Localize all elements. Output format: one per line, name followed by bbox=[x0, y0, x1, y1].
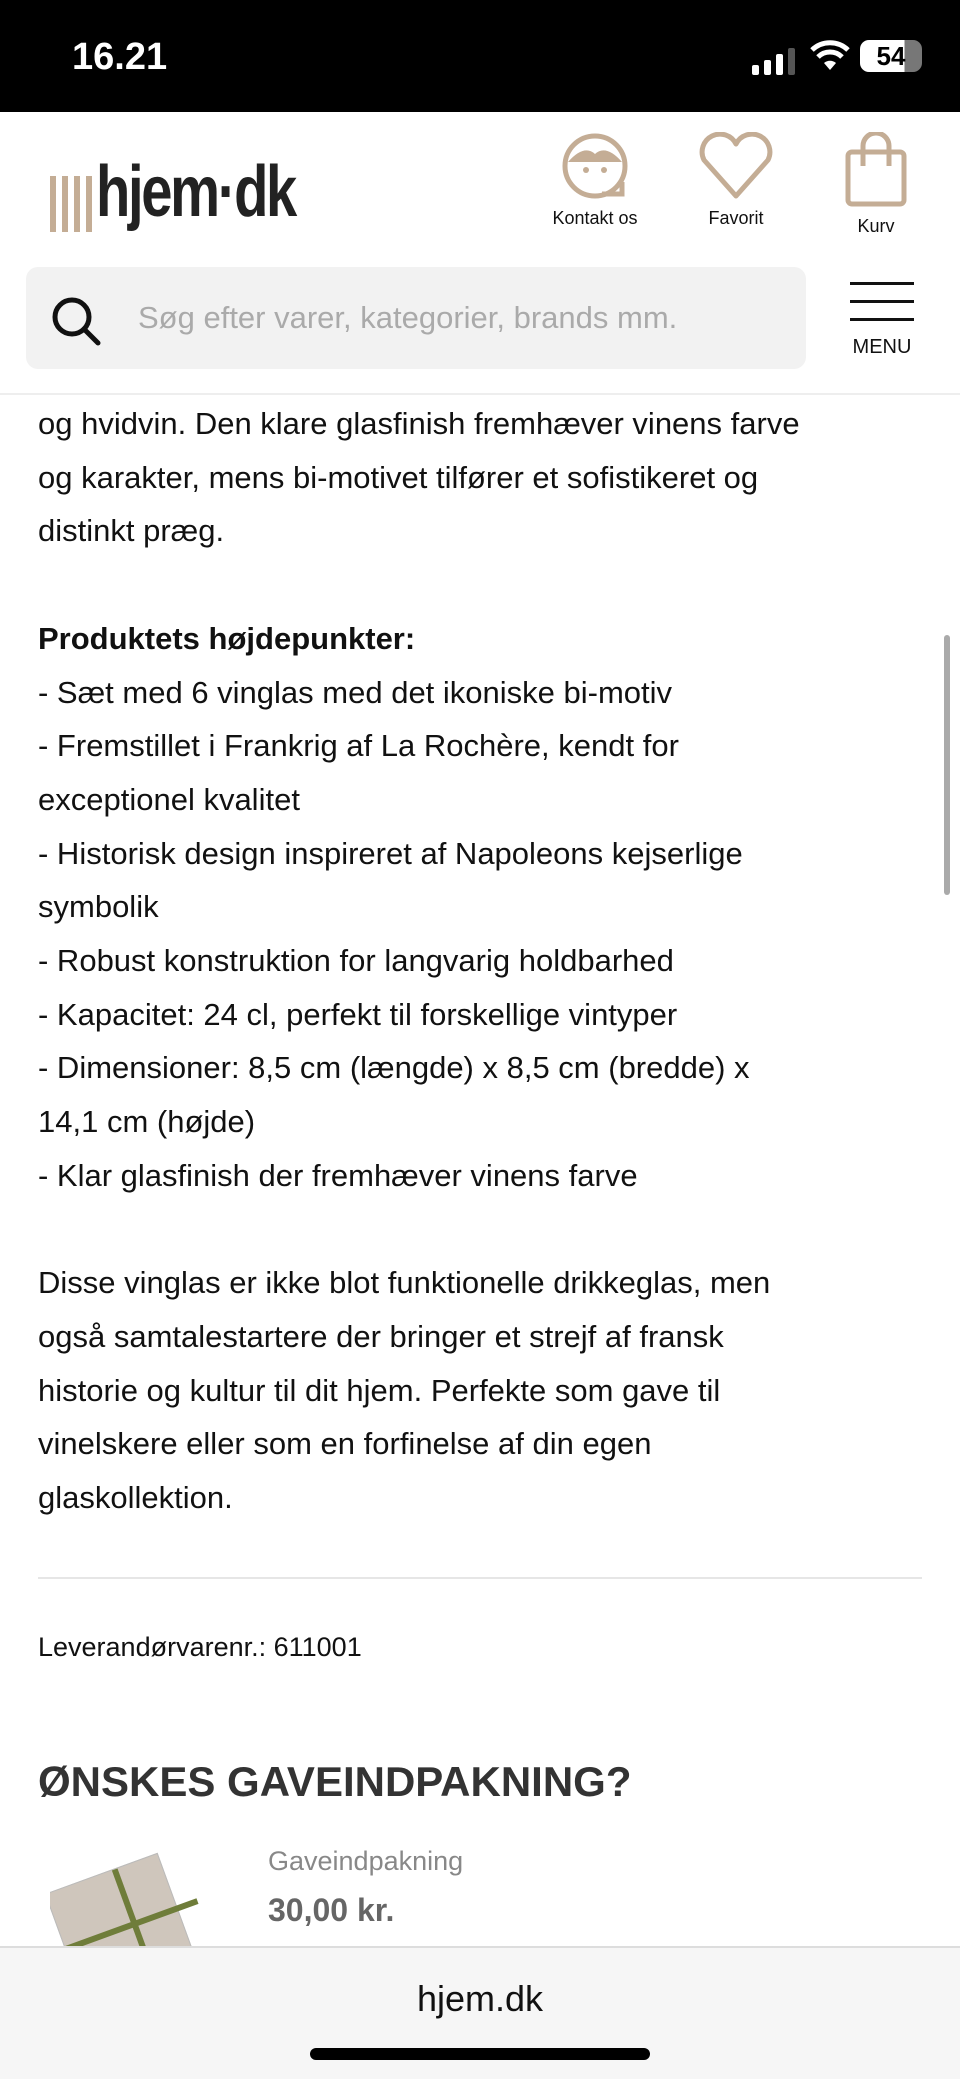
cart-button[interactable] bbox=[816, 132, 936, 237]
wifi-icon bbox=[810, 40, 850, 72]
status-time: 16.21 bbox=[72, 36, 168, 78]
signal-icon bbox=[752, 48, 795, 75]
text-line: og hvidvin. Den klare glasfinish fremhæver vinens farve bbox=[38, 406, 800, 441]
status-bar bbox=[0, 0, 960, 112]
highlight-item: 14,1 cm (højde) bbox=[38, 1104, 256, 1140]
site-header bbox=[0, 112, 960, 395]
browser-address-bar[interactable] bbox=[0, 1946, 960, 2079]
text-line: glaskollektion. bbox=[38, 1480, 233, 1516]
highlight-item: symbolik bbox=[38, 889, 159, 925]
highlight-item: - Dimensioner: 8,5 cm (længde) x 8,5 cm (bredde) x bbox=[38, 1050, 750, 1086]
highlights-heading: Produktets højdepunkter: bbox=[38, 620, 416, 656]
heart-icon bbox=[696, 132, 776, 200]
gift-wrap-name[interactable]: Gaveindpakning bbox=[268, 1846, 464, 1876]
support-agent-icon bbox=[554, 132, 636, 200]
gift-wrap-image[interactable] bbox=[50, 1850, 210, 1946]
search-icon bbox=[50, 295, 104, 349]
menu-button[interactable] bbox=[850, 282, 914, 359]
text-line: Disse vinglas er ikke blot funktionelle drikkeglas, men bbox=[38, 1265, 771, 1301]
favorites-label: Favorit bbox=[708, 208, 764, 228]
scrollbar[interactable] bbox=[944, 635, 950, 895]
home-indicator bbox=[310, 2048, 650, 2060]
hamburger-icon bbox=[850, 282, 914, 285]
favorites-button[interactable] bbox=[676, 132, 796, 229]
cart-label: Kurv bbox=[857, 216, 895, 236]
highlight-item: - Sæt med 6 vinglas med det ikoniske bi-motiv bbox=[38, 674, 673, 710]
gift-wrap-price: 30,00 kr. bbox=[268, 1892, 395, 1928]
text-line: også samtalestartere der bringer et strejf af fransk bbox=[38, 1318, 724, 1354]
search-input[interactable] bbox=[138, 267, 778, 369]
battery-icon: 54 bbox=[860, 40, 922, 72]
highlight-item: - Kapacitet: 24 cl, perfekt til forskellige vintyper bbox=[38, 996, 678, 1032]
contact-label: Kontakt os bbox=[552, 208, 638, 228]
text-line: vinelskere eller som en forfinelse af din egen bbox=[38, 1426, 652, 1462]
logo[interactable]: hjem·dk bbox=[50, 152, 351, 232]
text-line: og karakter, mens bi-motivet tilfører et sofistikeret og bbox=[38, 459, 759, 495]
text-line: distinkt præg. bbox=[38, 513, 225, 549]
gift-wrap-heading: ØNSKES GAVEINDPAKNING? bbox=[38, 1758, 632, 1805]
highlight-item: - Robust konstruktion for langvarig holdbarhed bbox=[38, 943, 674, 979]
highlight-item: exceptionel kvalitet bbox=[38, 781, 300, 817]
divider bbox=[38, 1577, 922, 1579]
highlight-item: - Fremstillet i Frankrig af La Rochère, kendt for bbox=[38, 728, 679, 764]
highlight-item: - Historisk design inspireret af Napoleons kejserlige bbox=[38, 835, 743, 871]
search-bar[interactable] bbox=[26, 267, 806, 369]
contact-button[interactable] bbox=[535, 132, 655, 229]
shopping-bag-icon bbox=[843, 132, 909, 208]
supplier-number: Leverandørvarenr.: 611001 bbox=[38, 1632, 362, 1662]
menu-label: MENU bbox=[852, 336, 912, 358]
product-description bbox=[38, 397, 928, 1525]
url-text[interactable]: hjem.dk bbox=[416, 1978, 544, 2019]
text-line: historie og kultur til dit hjem. Perfekte som gave til bbox=[38, 1372, 721, 1408]
highlight-item: - Klar glasfinish der fremhæver vinens farve bbox=[38, 1157, 638, 1193]
